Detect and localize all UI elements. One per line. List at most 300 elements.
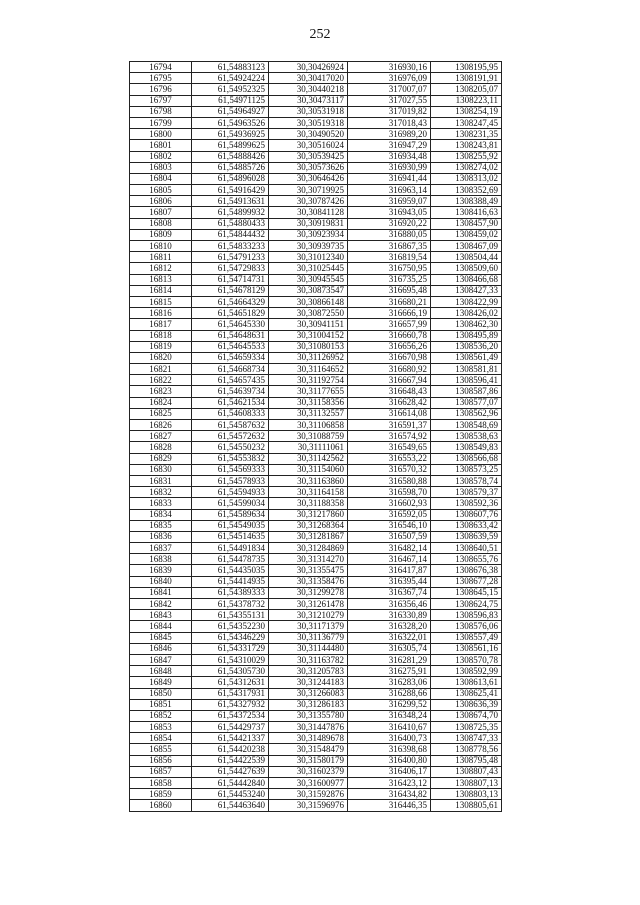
y-coordinate-cell: 1308596,41	[431, 375, 502, 386]
point-id-cell: 16823	[130, 386, 192, 397]
longitude-cell: 30,30440218	[269, 84, 348, 95]
table-row	[130, 420, 502, 431]
table-row	[130, 207, 502, 218]
y-coordinate-cell: 1308416,63	[431, 207, 502, 218]
latitude-cell: 61,54372534	[192, 710, 269, 721]
table-row	[130, 162, 502, 173]
x-coordinate-cell: 316670,98	[348, 352, 431, 363]
longitude-cell: 30,31025445	[269, 263, 348, 274]
y-coordinate-cell: 1308640,51	[431, 543, 502, 554]
y-coordinate-cell: 1308462,30	[431, 319, 502, 330]
table-row	[130, 95, 502, 106]
latitude-cell: 61,54435035	[192, 565, 269, 576]
y-coordinate-cell: 1308566,68	[431, 453, 502, 464]
point-id-cell: 16846	[130, 643, 192, 654]
x-coordinate-cell: 316695,48	[348, 285, 431, 296]
latitude-cell: 61,54645330	[192, 319, 269, 330]
y-coordinate-cell: 1308624,75	[431, 599, 502, 610]
point-id-cell: 16852	[130, 710, 192, 721]
latitude-cell: 61,54916429	[192, 185, 269, 196]
table-row	[130, 117, 502, 128]
table-row	[130, 789, 502, 800]
table-row	[130, 386, 502, 397]
x-coordinate-cell: 316482,14	[348, 543, 431, 554]
point-id-cell: 16794	[130, 62, 192, 73]
x-coordinate-cell: 316281,29	[348, 654, 431, 665]
point-id-cell: 16838	[130, 554, 192, 565]
point-id-cell: 16799	[130, 117, 192, 128]
point-id-cell: 16795	[130, 73, 192, 84]
y-coordinate-cell: 1308676,38	[431, 565, 502, 576]
x-coordinate-cell: 316398,68	[348, 744, 431, 755]
longitude-cell: 30,31163860	[269, 475, 348, 486]
y-coordinate-cell: 1308557,49	[431, 632, 502, 643]
latitude-cell: 61,54420238	[192, 744, 269, 755]
y-coordinate-cell: 1308778,56	[431, 744, 502, 755]
latitude-cell: 61,54936925	[192, 129, 269, 140]
longitude-cell: 30,31210279	[269, 610, 348, 621]
point-id-cell: 16841	[130, 587, 192, 598]
table-row	[130, 263, 502, 274]
y-coordinate-cell: 1308655,76	[431, 554, 502, 565]
point-id-cell: 16821	[130, 364, 192, 375]
table-row	[130, 688, 502, 699]
x-coordinate-cell: 316989,20	[348, 129, 431, 140]
y-coordinate-cell: 1308548,69	[431, 420, 502, 431]
table-row	[130, 218, 502, 229]
longitude-cell: 30,31177655	[269, 386, 348, 397]
latitude-cell: 61,54312631	[192, 677, 269, 688]
latitude-cell: 61,54621534	[192, 397, 269, 408]
table-row	[130, 699, 502, 710]
y-coordinate-cell: 1308255,92	[431, 151, 502, 162]
latitude-cell: 61,54791233	[192, 252, 269, 263]
y-coordinate-cell: 1308636,39	[431, 699, 502, 710]
y-coordinate-cell: 1308803,13	[431, 789, 502, 800]
longitude-cell: 30,31447876	[269, 722, 348, 733]
table-row	[130, 498, 502, 509]
longitude-cell: 30,30873547	[269, 285, 348, 296]
longitude-cell: 30,30787426	[269, 196, 348, 207]
x-coordinate-cell: 316305,74	[348, 643, 431, 654]
longitude-cell: 30,31580179	[269, 755, 348, 766]
latitude-cell: 61,54913631	[192, 196, 269, 207]
y-coordinate-cell: 1308562,96	[431, 408, 502, 419]
longitude-cell: 30,31355780	[269, 710, 348, 721]
latitude-cell: 61,54572632	[192, 431, 269, 442]
latitude-cell: 61,54608333	[192, 408, 269, 419]
point-id-cell: 16860	[130, 800, 192, 811]
point-id-cell: 16807	[130, 207, 192, 218]
longitude-cell: 30,31142562	[269, 453, 348, 464]
latitude-cell: 61,54442840	[192, 778, 269, 789]
table-row	[130, 654, 502, 665]
x-coordinate-cell: 316680,92	[348, 364, 431, 375]
longitude-cell: 30,31286183	[269, 699, 348, 710]
coordinates-table	[129, 61, 502, 812]
longitude-cell: 30,31111061	[269, 442, 348, 453]
table-row	[130, 285, 502, 296]
point-id-cell: 16804	[130, 173, 192, 184]
point-id-cell: 16820	[130, 352, 192, 363]
point-id-cell: 16810	[130, 241, 192, 252]
x-coordinate-cell: 316880,05	[348, 229, 431, 240]
x-coordinate-cell: 316400,73	[348, 733, 431, 744]
table-row	[130, 453, 502, 464]
longitude-cell: 30,31012340	[269, 252, 348, 263]
latitude-cell: 61,54549035	[192, 520, 269, 531]
latitude-cell: 61,54729833	[192, 263, 269, 274]
latitude-cell: 61,54578933	[192, 475, 269, 486]
latitude-cell: 61,54491834	[192, 543, 269, 554]
x-coordinate-cell: 316549,65	[348, 442, 431, 453]
x-coordinate-cell: 316467,14	[348, 554, 431, 565]
table-row	[130, 196, 502, 207]
x-coordinate-cell: 316934,48	[348, 151, 431, 162]
table-row	[130, 129, 502, 140]
point-id-cell: 16816	[130, 308, 192, 319]
x-coordinate-cell: 316580,88	[348, 475, 431, 486]
y-coordinate-cell: 1308592,99	[431, 666, 502, 677]
x-coordinate-cell: 316602,93	[348, 498, 431, 509]
point-id-cell: 16843	[130, 610, 192, 621]
table-row	[130, 464, 502, 475]
y-coordinate-cell: 1308579,37	[431, 487, 502, 498]
x-coordinate-cell: 316275,91	[348, 666, 431, 677]
latitude-cell: 61,54952325	[192, 84, 269, 95]
longitude-cell: 30,30516024	[269, 140, 348, 151]
y-coordinate-cell: 1308352,69	[431, 185, 502, 196]
latitude-cell: 61,54429737	[192, 722, 269, 733]
x-coordinate-cell: 316417,87	[348, 565, 431, 576]
y-coordinate-cell: 1308231,35	[431, 129, 502, 140]
longitude-cell: 30,30426924	[269, 62, 348, 73]
x-coordinate-cell: 316410,67	[348, 722, 431, 733]
y-coordinate-cell: 1308645,15	[431, 587, 502, 598]
longitude-cell: 30,30490520	[269, 129, 348, 140]
point-id-cell: 16839	[130, 565, 192, 576]
longitude-cell: 30,31171379	[269, 621, 348, 632]
longitude-cell: 30,31548479	[269, 744, 348, 755]
x-coordinate-cell: 316660,78	[348, 330, 431, 341]
table-row	[130, 599, 502, 610]
longitude-cell: 30,31106858	[269, 420, 348, 431]
latitude-cell: 61,54648631	[192, 330, 269, 341]
latitude-cell: 61,54427639	[192, 766, 269, 777]
y-coordinate-cell: 1308677,28	[431, 576, 502, 587]
x-coordinate-cell: 316299,52	[348, 699, 431, 710]
point-id-cell: 16858	[130, 778, 192, 789]
longitude-cell: 30,30923934	[269, 229, 348, 240]
table-row	[130, 252, 502, 263]
longitude-cell: 30,31355475	[269, 565, 348, 576]
table-row	[130, 744, 502, 755]
x-coordinate-cell: 316367,74	[348, 587, 431, 598]
y-coordinate-cell: 1308205,07	[431, 84, 502, 95]
point-id-cell: 16801	[130, 140, 192, 151]
y-coordinate-cell: 1308592,36	[431, 498, 502, 509]
latitude-cell: 61,54880433	[192, 218, 269, 229]
table-row	[130, 800, 502, 811]
x-coordinate-cell: 316667,94	[348, 375, 431, 386]
longitude-cell: 30,31266083	[269, 688, 348, 699]
y-coordinate-cell: 1308561,16	[431, 643, 502, 654]
longitude-cell: 30,30719925	[269, 185, 348, 196]
point-id-cell: 16840	[130, 576, 192, 587]
y-coordinate-cell: 1308747,33	[431, 733, 502, 744]
x-coordinate-cell: 316400,80	[348, 755, 431, 766]
point-id-cell: 16836	[130, 531, 192, 542]
table-row	[130, 229, 502, 240]
latitude-cell: 61,54352230	[192, 621, 269, 632]
point-id-cell: 16837	[130, 543, 192, 554]
x-coordinate-cell: 317007,07	[348, 84, 431, 95]
x-coordinate-cell: 316546,10	[348, 520, 431, 531]
latitude-cell: 61,54594933	[192, 487, 269, 498]
longitude-cell: 30,31299278	[269, 587, 348, 598]
latitude-cell: 61,54599034	[192, 498, 269, 509]
y-coordinate-cell: 1308509,60	[431, 263, 502, 274]
latitude-cell: 61,54639734	[192, 386, 269, 397]
longitude-cell: 30,30945545	[269, 274, 348, 285]
y-coordinate-cell: 1308581,81	[431, 364, 502, 375]
table-row	[130, 341, 502, 352]
longitude-cell: 30,31358476	[269, 576, 348, 587]
latitude-cell: 61,54844432	[192, 229, 269, 240]
latitude-cell: 61,54553832	[192, 453, 269, 464]
table-row	[130, 733, 502, 744]
latitude-cell: 61,54421337	[192, 733, 269, 744]
latitude-cell: 61,54422539	[192, 755, 269, 766]
point-id-cell: 16802	[130, 151, 192, 162]
y-coordinate-cell: 1308577,07	[431, 397, 502, 408]
longitude-cell: 30,30531918	[269, 106, 348, 117]
x-coordinate-cell: 316867,35	[348, 241, 431, 252]
y-coordinate-cell: 1308607,76	[431, 509, 502, 520]
latitude-cell: 61,54659334	[192, 352, 269, 363]
latitude-cell: 61,54651829	[192, 308, 269, 319]
point-id-cell: 16805	[130, 185, 192, 196]
longitude-cell: 30,31600977	[269, 778, 348, 789]
table-row	[130, 106, 502, 117]
page-number: 252	[309, 27, 331, 42]
point-id-cell: 16856	[130, 755, 192, 766]
longitude-cell: 30,30519318	[269, 117, 348, 128]
x-coordinate-cell: 316735,25	[348, 274, 431, 285]
x-coordinate-cell: 316657,99	[348, 319, 431, 330]
x-coordinate-cell: 316819,54	[348, 252, 431, 263]
latitude-cell: 61,54478735	[192, 554, 269, 565]
y-coordinate-cell: 1308573,25	[431, 464, 502, 475]
latitude-cell: 61,54355131	[192, 610, 269, 621]
point-id-cell: 16847	[130, 654, 192, 665]
longitude-cell: 30,31136779	[269, 632, 348, 643]
longitude-cell: 30,30872550	[269, 308, 348, 319]
y-coordinate-cell: 1308613,61	[431, 677, 502, 688]
y-coordinate-cell: 1308313,02	[431, 173, 502, 184]
table-row	[130, 73, 502, 84]
table-row	[130, 352, 502, 363]
table-row	[130, 543, 502, 554]
x-coordinate-cell: 316930,16	[348, 62, 431, 73]
longitude-cell: 30,31217860	[269, 509, 348, 520]
table-row	[130, 722, 502, 733]
point-id-cell: 16835	[130, 520, 192, 531]
x-coordinate-cell: 316288,66	[348, 688, 431, 699]
coordinates-table-body	[130, 62, 502, 812]
point-id-cell: 16830	[130, 464, 192, 475]
y-coordinate-cell: 1308578,74	[431, 475, 502, 486]
longitude-cell: 30,31164652	[269, 364, 348, 375]
latitude-cell: 61,54885726	[192, 162, 269, 173]
table-row	[130, 364, 502, 375]
y-coordinate-cell: 1308587,86	[431, 386, 502, 397]
x-coordinate-cell: 316959,07	[348, 196, 431, 207]
latitude-cell: 61,54463640	[192, 800, 269, 811]
y-coordinate-cell: 1308576,06	[431, 621, 502, 632]
point-id-cell: 16828	[130, 442, 192, 453]
y-coordinate-cell: 1308570,78	[431, 654, 502, 665]
y-coordinate-cell: 1308223,11	[431, 95, 502, 106]
table-row	[130, 397, 502, 408]
longitude-cell: 30,30841128	[269, 207, 348, 218]
point-id-cell: 16819	[130, 341, 192, 352]
longitude-cell: 30,30573626	[269, 162, 348, 173]
latitude-cell: 61,54645533	[192, 341, 269, 352]
longitude-cell: 30,31164158	[269, 487, 348, 498]
table-row	[130, 442, 502, 453]
point-id-cell: 16829	[130, 453, 192, 464]
point-id-cell: 16796	[130, 84, 192, 95]
latitude-cell: 61,54883123	[192, 62, 269, 73]
x-coordinate-cell: 316328,20	[348, 621, 431, 632]
point-id-cell: 16815	[130, 296, 192, 307]
table-row	[130, 565, 502, 576]
y-coordinate-cell: 1308422,99	[431, 296, 502, 307]
longitude-cell: 30,31284869	[269, 543, 348, 554]
point-id-cell: 16825	[130, 408, 192, 419]
latitude-cell: 61,54963526	[192, 117, 269, 128]
table-row	[130, 632, 502, 643]
x-coordinate-cell: 316941,44	[348, 173, 431, 184]
point-id-cell: 16833	[130, 498, 192, 509]
latitude-cell: 61,54389333	[192, 587, 269, 598]
y-coordinate-cell: 1308538,63	[431, 431, 502, 442]
point-id-cell: 16855	[130, 744, 192, 755]
x-coordinate-cell: 316434,82	[348, 789, 431, 800]
x-coordinate-cell: 316395,44	[348, 576, 431, 587]
y-coordinate-cell: 1308807,13	[431, 778, 502, 789]
longitude-cell: 30,31158356	[269, 397, 348, 408]
point-id-cell: 16826	[130, 420, 192, 431]
y-coordinate-cell: 1308725,35	[431, 722, 502, 733]
table-row	[130, 576, 502, 587]
latitude-cell: 61,54331729	[192, 643, 269, 654]
y-coordinate-cell: 1308426,02	[431, 308, 502, 319]
x-coordinate-cell: 316406,17	[348, 766, 431, 777]
table-row	[130, 487, 502, 498]
table-row	[130, 408, 502, 419]
y-coordinate-cell: 1308495,89	[431, 330, 502, 341]
table-row	[130, 140, 502, 151]
table-row	[130, 554, 502, 565]
longitude-cell: 30,31244183	[269, 677, 348, 688]
x-coordinate-cell: 316322,01	[348, 632, 431, 643]
point-id-cell: 16814	[130, 285, 192, 296]
point-id-cell: 16857	[130, 766, 192, 777]
point-id-cell: 16817	[130, 319, 192, 330]
x-coordinate-cell: 316423,12	[348, 778, 431, 789]
table-row	[130, 308, 502, 319]
longitude-cell: 30,31126952	[269, 352, 348, 363]
table-row	[130, 319, 502, 330]
point-id-cell: 16850	[130, 688, 192, 699]
longitude-cell: 30,31132557	[269, 408, 348, 419]
longitude-cell: 30,31268364	[269, 520, 348, 531]
x-coordinate-cell: 316507,59	[348, 531, 431, 542]
table-row	[130, 475, 502, 486]
y-coordinate-cell: 1308625,41	[431, 688, 502, 699]
latitude-cell: 61,54378732	[192, 599, 269, 610]
point-id-cell: 16818	[130, 330, 192, 341]
table-row	[130, 621, 502, 632]
y-coordinate-cell: 1308195,95	[431, 62, 502, 73]
latitude-cell: 61,54678129	[192, 285, 269, 296]
latitude-cell: 61,54514635	[192, 531, 269, 542]
x-coordinate-cell: 316553,22	[348, 453, 431, 464]
table-row	[130, 755, 502, 766]
y-coordinate-cell: 1308467,09	[431, 241, 502, 252]
longitude-cell: 30,31602379	[269, 766, 348, 777]
x-coordinate-cell: 316283,06	[348, 677, 431, 688]
point-id-cell: 16853	[130, 722, 192, 733]
point-id-cell: 16806	[130, 196, 192, 207]
point-id-cell: 16831	[130, 475, 192, 486]
table-row	[130, 643, 502, 654]
x-coordinate-cell: 316446,35	[348, 800, 431, 811]
y-coordinate-cell: 1308536,20	[431, 341, 502, 352]
point-id-cell: 16854	[130, 733, 192, 744]
y-coordinate-cell: 1308191,91	[431, 73, 502, 84]
point-id-cell: 16797	[130, 95, 192, 106]
longitude-cell: 30,30473117	[269, 95, 348, 106]
table-row	[130, 431, 502, 442]
x-coordinate-cell: 316574,92	[348, 431, 431, 442]
latitude-cell: 61,54346229	[192, 632, 269, 643]
longitude-cell: 30,31192754	[269, 375, 348, 386]
y-coordinate-cell: 1308795,48	[431, 755, 502, 766]
latitude-cell: 61,54310029	[192, 654, 269, 665]
x-coordinate-cell: 316666,19	[348, 308, 431, 319]
point-id-cell: 16808	[130, 218, 192, 229]
y-coordinate-cell: 1308807,43	[431, 766, 502, 777]
point-id-cell: 16827	[130, 431, 192, 442]
latitude-cell: 61,54327932	[192, 699, 269, 710]
latitude-cell: 61,54317931	[192, 688, 269, 699]
latitude-cell: 61,54657435	[192, 375, 269, 386]
table-row	[130, 330, 502, 341]
longitude-cell: 30,31314270	[269, 554, 348, 565]
table-row	[130, 710, 502, 721]
x-coordinate-cell: 316930,99	[348, 162, 431, 173]
point-id-cell: 16809	[130, 229, 192, 240]
point-id-cell: 16849	[130, 677, 192, 688]
latitude-cell: 61,54569333	[192, 464, 269, 475]
table-row	[130, 375, 502, 386]
latitude-cell: 61,54587632	[192, 420, 269, 431]
table-row	[130, 509, 502, 520]
y-coordinate-cell: 1308561,49	[431, 352, 502, 363]
